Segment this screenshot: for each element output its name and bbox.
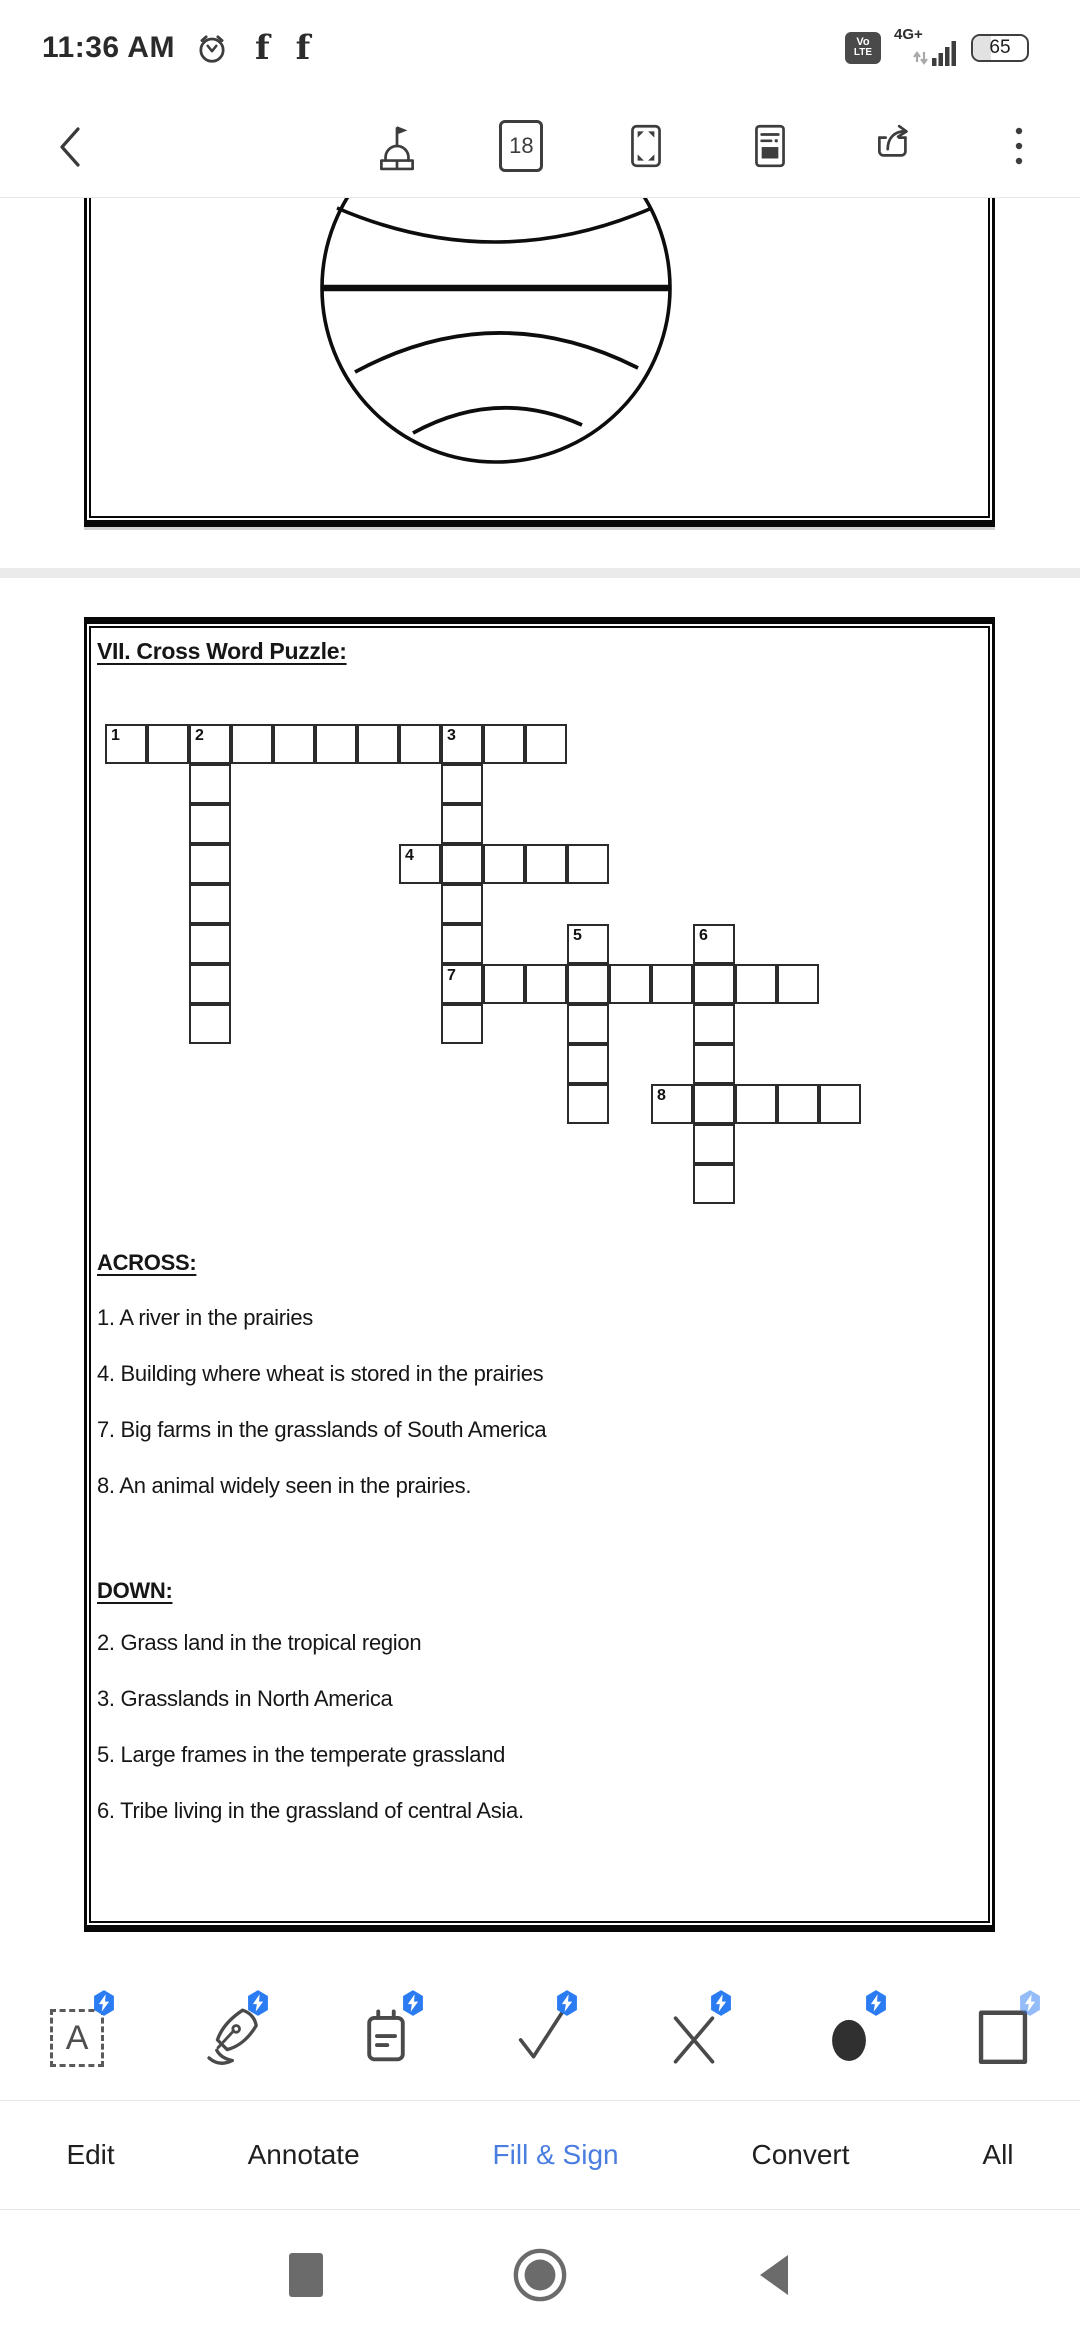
crossword-cell: [441, 924, 483, 964]
crossword-cell: [189, 724, 231, 764]
ai-lightning-badge: [90, 1989, 118, 2017]
crossword-cell: [189, 804, 231, 844]
across-clue-3: 7. Big farms in the grasslands of South America: [97, 1417, 547, 1442]
text-tool-glyph: A: [65, 2019, 89, 2057]
crossword-cell: [525, 964, 567, 1004]
across-heading: ACROSS:: [97, 1250, 197, 1275]
tab-convert[interactable]: Convert: [751, 2139, 850, 2170]
crossword-cell: [735, 964, 777, 1004]
signature-tool-button[interactable]: [198, 1995, 264, 2067]
crossword-cell: [189, 764, 231, 804]
ai-lightning-badge: [553, 1989, 581, 2017]
clock-text: 11:36 AM: [42, 30, 175, 64]
crossword-cell-number: 2: [195, 727, 204, 744]
crossword-cell: [399, 724, 441, 764]
facebook-notification-icon: f: [254, 27, 270, 68]
fill-sign-tool-row: [0, 1962, 1080, 2100]
crossword-cell-number: 7: [447, 967, 456, 984]
crossword-cell: [441, 884, 483, 924]
android-nav-bar: [0, 2210, 1080, 2340]
document-viewer[interactable]: [0, 198, 1080, 1983]
filled-dot-icon: [824, 2009, 874, 2067]
crossword-cell: [189, 924, 231, 964]
reader-mode-button[interactable]: [745, 121, 795, 171]
down-clue-list: [97, 1631, 524, 1855]
crossword-cell: [315, 724, 357, 764]
crossword-cell: [693, 1124, 735, 1164]
crossword-cell-number: 6: [699, 927, 708, 944]
crossword-cell-number: 8: [657, 1087, 666, 1104]
crossword-cell-number: 1: [111, 727, 120, 744]
crossword-cell: [693, 1164, 735, 1204]
crossword-cell: [441, 724, 483, 764]
crossword-cell: [567, 1084, 609, 1124]
cross-tool-button[interactable]: [661, 1995, 727, 2067]
down-clue-2: 3. Grasslands in North America: [97, 1686, 393, 1711]
crossword-cell: [693, 1044, 735, 1084]
crossword-cell: [357, 724, 399, 764]
bookmark-outline-button[interactable]: [372, 121, 422, 171]
bottom-tab-bar: [0, 2100, 1080, 2210]
crossword-cell: [441, 844, 483, 884]
nav-recents-button[interactable]: [278, 2247, 334, 2303]
status-left-cluster: [42, 0, 310, 95]
worksheet-section-title: VII. Cross Word Puzzle:: [97, 638, 347, 664]
crossword-cell: [441, 764, 483, 804]
crossword-cell: [819, 1084, 861, 1124]
nav-back-button[interactable]: [746, 2247, 802, 2303]
page-number-box: [499, 120, 543, 172]
volte-icon: Vo LTE: [845, 32, 881, 64]
check-tool-button[interactable]: [507, 1995, 573, 2067]
crossword-cell-number: 3: [447, 727, 456, 744]
alarm-icon: [195, 31, 229, 65]
crossword-cell: [399, 844, 441, 884]
page-number: 18: [509, 133, 534, 158]
across-clue-2: 4. Building where wheat is stored in the prairies: [97, 1361, 544, 1386]
status-bar: [0, 0, 1080, 95]
tab-all[interactable]: All: [982, 2139, 1014, 2170]
crossword-cell: [525, 844, 567, 884]
pdf-page-1[interactable]: [0, 198, 1080, 568]
pdf-page-2[interactable]: [0, 578, 1080, 1983]
tab-edit[interactable]: Edit: [66, 2139, 115, 2170]
crossword-cell: [693, 1084, 735, 1124]
across-clue-1: 1. A river in the prairies: [97, 1305, 313, 1330]
x-mark-icon: [665, 2009, 723, 2067]
globe-drawing: [0, 198, 1080, 568]
tab-fill-sign[interactable]: Fill & Sign: [492, 2139, 619, 2170]
crossword-cell: [105, 724, 147, 764]
crossword-cell: [525, 724, 567, 764]
crossword-cell: [609, 964, 651, 1004]
crossword-cell: [189, 1004, 231, 1044]
ai-lightning-badge: [1016, 1989, 1044, 2017]
text-tool-button[interactable]: [44, 1995, 110, 2067]
page-gap: [0, 568, 1080, 578]
crossword-cell: [567, 924, 609, 964]
crossword-grid: [105, 724, 905, 1214]
crossword-cell-number: 4: [405, 847, 414, 864]
crossword-cell: [567, 1044, 609, 1084]
crossword-cell: [651, 964, 693, 1004]
crossword-cell: [483, 964, 525, 1004]
ai-lightning-badge: [244, 1989, 272, 2017]
down-clue-4: 6. Tribe living in the grassland of central Asia.: [97, 1798, 524, 1823]
crossword-cell: [147, 724, 189, 764]
crossword-cell: [189, 844, 231, 884]
down-clue-1: 2. Grass land in the tropical region: [97, 1630, 422, 1655]
top-toolbar: [0, 95, 1080, 198]
tab-annotate[interactable]: Annotate: [247, 2139, 360, 2170]
text-tool-icon: [50, 2009, 104, 2067]
crossword-cell: [693, 1004, 735, 1044]
crossword-cell-number: 5: [573, 927, 582, 944]
crossword-cell: [567, 844, 609, 884]
down-heading: DOWN:: [97, 1578, 173, 1603]
ai-lightning-badge: [707, 1989, 735, 2017]
crossword-cell: [735, 1084, 777, 1124]
crossword-cell: [567, 964, 609, 1004]
fit-screen-button[interactable]: [621, 121, 671, 171]
crossword-cell: [441, 1004, 483, 1044]
battery-indicator: 65: [971, 34, 1024, 62]
back-button[interactable]: [50, 123, 94, 171]
crossword-cell: [693, 964, 735, 1004]
crossword-cell: [189, 964, 231, 1004]
crossword-cell: [567, 1004, 609, 1044]
facebook-notification-icon-2: f: [295, 27, 311, 68]
signal-strength-icon: 4G+: [894, 28, 958, 68]
ai-lightning-badge: [862, 1989, 890, 2017]
crossword-cell: [441, 804, 483, 844]
crossword-cell: [651, 1084, 693, 1124]
status-right-cluster: [845, 0, 1024, 95]
ai-lightning-badge: [399, 1989, 427, 2017]
page-indicator-button[interactable]: [496, 121, 546, 171]
form-tool-button[interactable]: [353, 1995, 419, 2067]
crossword-cell: [189, 884, 231, 924]
crossword-cell: [777, 964, 819, 1004]
crossword-cell: [441, 964, 483, 1004]
overflow-menu-button[interactable]: [994, 121, 1044, 171]
share-button[interactable]: [870, 121, 920, 171]
crossword-cell: [693, 924, 735, 964]
crossword-cell: [483, 844, 525, 884]
dot-tool-button[interactable]: [816, 1995, 882, 2067]
crossword-cell: [483, 724, 525, 764]
down-clue-3: 5. Large frames in the temperate grassland: [97, 1742, 506, 1767]
square-tool-button[interactable]: [970, 1995, 1036, 2067]
crossword-cell: [273, 724, 315, 764]
crossword-cell: [777, 1084, 819, 1124]
nav-home-button[interactable]: [512, 2247, 568, 2303]
crossword-cell: [231, 724, 273, 764]
across-clue-4: 8. An animal widely seen in the prairies.: [97, 1473, 472, 1498]
across-clue-list: [97, 1306, 546, 1530]
